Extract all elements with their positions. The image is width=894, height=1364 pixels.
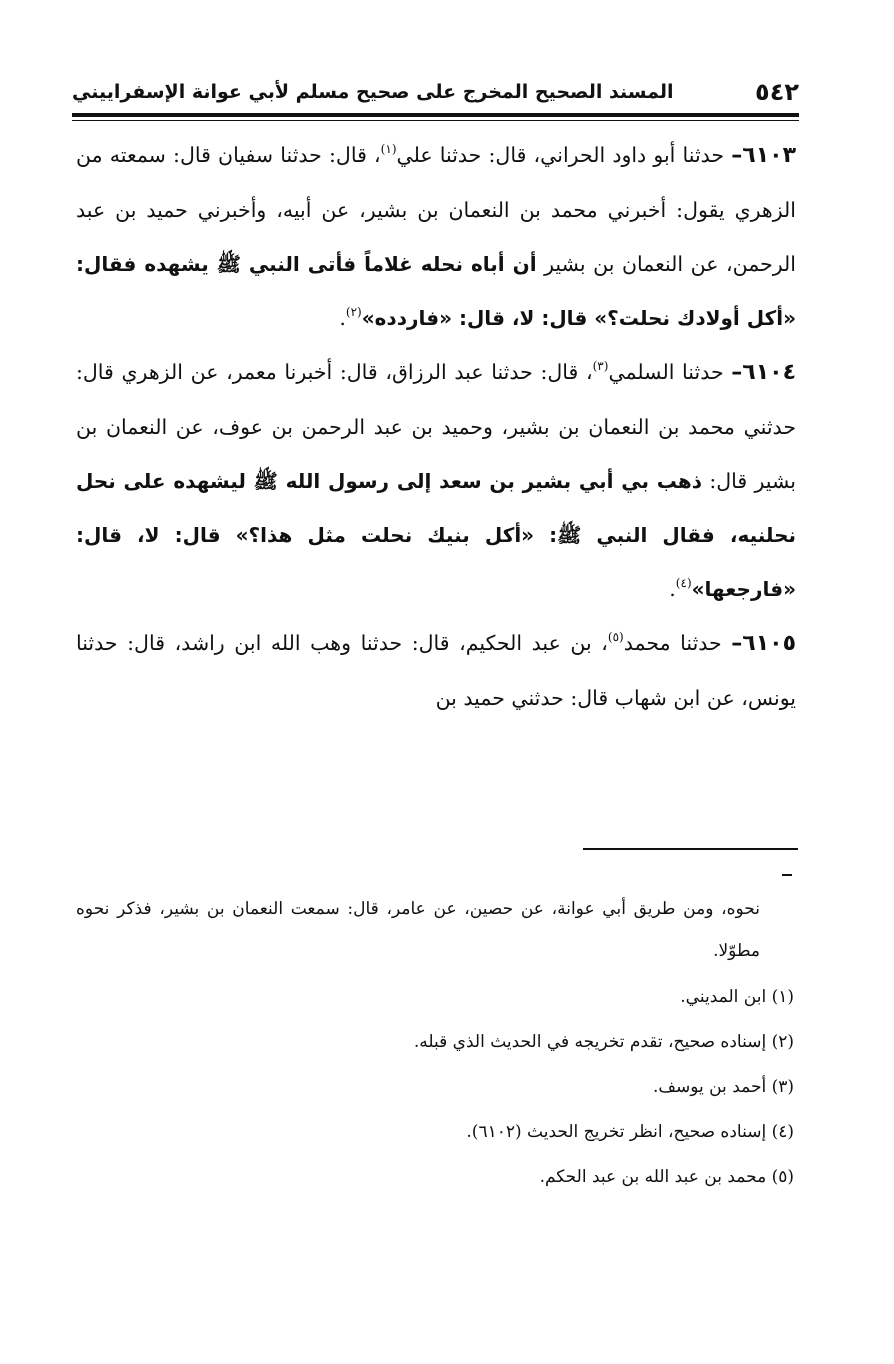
hadith-text: ، بن عبد الحكيم، قال: حدثنا وهب الله ابن راشد، قال: حدثنا يونس، عن ابن شهاب قال: حدثني حميد بن [76,631,796,710]
hadith-text: حدثنا أبو داود الحراني، قال: حدثنا علي [396,143,732,167]
footnote-1: (١) ابن المديني. [680,987,794,1007]
footnotes [76,888,796,1198]
hadith-number: ٦١٠٥– [731,631,796,656]
footnote-2: (٢) إسناده صحيح، تقدم تخريجه في الحديث الذي قبله. [413,1032,794,1052]
page-number: ٥٤٢ [755,78,799,106]
footnote-ref: (١) [380,142,397,156]
hadith-6103 [76,128,796,345]
header-rule [72,113,799,117]
footnote-separator [583,848,798,850]
footnote-4: (٤) إسناده صحيح، انظر تخريج الحديث (٦١٠٢). [466,1122,794,1142]
footnote-continuation-mark [782,874,792,876]
hadith-end: . [669,577,676,601]
hadith-6104 [76,345,796,616]
hadith-text: حدثنا السلمي [608,360,732,384]
running-title: المسند الصحيح المخرج على صحيح مسلم لأبي عوانة الإسفراييني [72,81,674,103]
hadith-text: ، قال: حدثنا سفيان قال: سمعته من الزهري يقول: أخبرني محمد بن النعمان بن بشير، عن أبيه، وأخبرني حميد بن عبد الرحمن، عن النعمان بن بشير [76,143,796,276]
page-header [72,72,799,112]
hadith-matn-bold: ذهب بي أبي بشير بن سعد إلى رسول الله ﷺ ليشهده على نحل نحلنيه، فقال النبي ﷺ: «أكل بنيك نحلت مثل هذا؟» قال: لا، قال: «فارجعها» [76,469,796,601]
footnote-ref: (٤) [675,576,692,590]
footnote-ref: (٣) [592,359,609,373]
footnote-ref: (٥) [607,630,624,644]
header-rule-thin [72,120,799,121]
hadith-text: ، قال: حدثنا عبد الرزاق، قال: أخبرنا معمر، عن الزهري قال: حدثني محمد بن النعمان بن بشير، وحميد بن عبد الرحمن بن عوف، عن النعمان بن بشير قال: [76,360,796,493]
footnote-5: (٥) محمد بن عبد الله بن عبد الحكم. [539,1167,794,1187]
hadith-number: ٦١٠٣– [731,143,796,168]
hadith-number: ٦١٠٤– [731,360,797,385]
hadith-matn-bold: أن أباه نحله غلاماً فأتى النبي ﷺ يشهده فقال: «أكل أولادك نحلت؟» قال: لا، قال: «فاردده» [76,252,796,330]
footnote-continuation: نحوه، ومن طريق أبي عوانة، عن حصين، عن عامر، قال: سمعت النعمان بن بشير، فذكر نحوه مطوّلا. [76,899,760,961]
hadith-text: حدثنا محمد [623,631,732,655]
footnote-ref: (٢) [345,305,362,319]
hadith-6105 [76,616,796,725]
hadith-end: . [339,306,346,330]
main-text [76,128,796,725]
footnote-3: (٣) أحمد بن يوسف. [652,1077,794,1097]
